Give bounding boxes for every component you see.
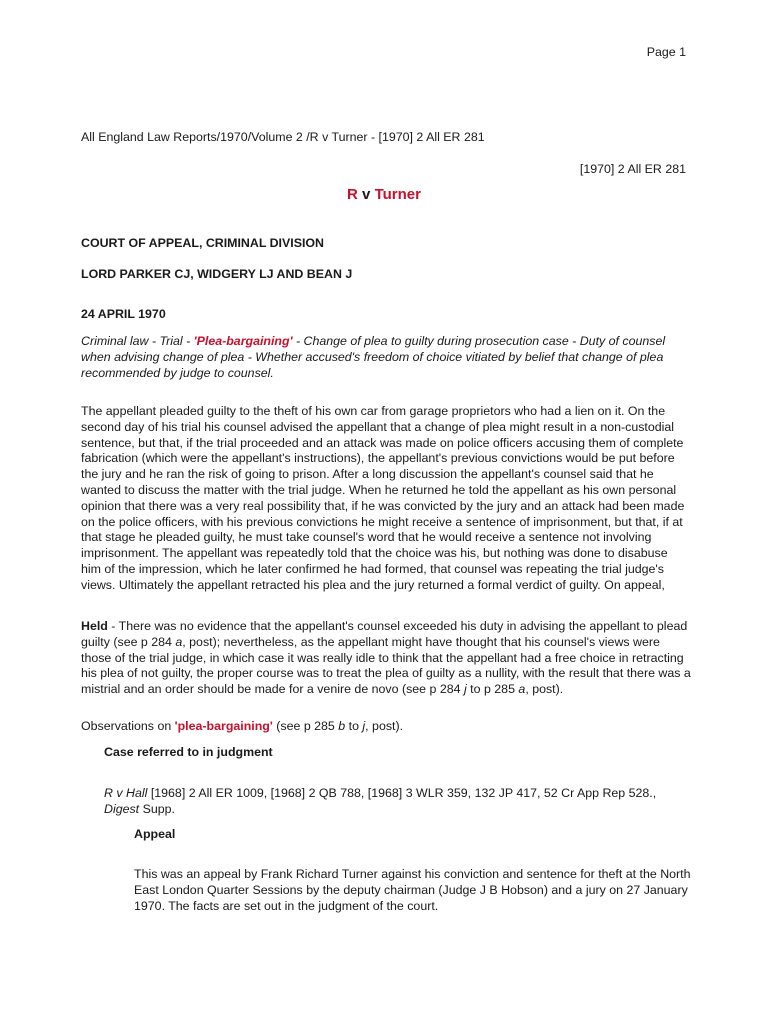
appeal-text: This was an appeal by Frank Richard Turner against his conviction and sentence for theft at the North East London Quarter Sessions by the deputy chairman (Judge J B Hobson) and a jury on 27 January 1970. The facts are set out in the judgment of the court.	[134, 867, 691, 913]
observations-text: Observations on	[81, 719, 175, 733]
party-one: R	[347, 186, 358, 203]
held-text: to p 285	[466, 682, 519, 697]
page-number: Page 1	[646, 45, 686, 59]
held-ref: j	[463, 682, 467, 697]
catchwords-highlight[interactable]: 'Plea-bargaining'	[193, 334, 293, 348]
observations-text: (see p 285	[272, 719, 339, 733]
held-text: , post).	[525, 682, 564, 697]
observations-text: to	[345, 719, 363, 733]
observations-ref: j	[362, 719, 366, 733]
judges: LORD PARKER CJ, WIDGERY LJ AND BEAN J	[81, 267, 353, 281]
case-referred-heading: Case referred to in judgment	[104, 745, 273, 759]
judgment-date: 24 APRIL 1970	[81, 307, 166, 321]
held-ref: a	[518, 682, 526, 697]
held-paragraph	[81, 619, 691, 698]
headnote-facts: The appellant pleaded guilty to the theft of his own car from garage proprietors who had a lien on it. On the second day of his trial his counsel advised the appellant that a change of plea might result in a non-custodial sentence, but that, if the trial proceeded and an attack was made on police officers accusing them of complete fabrication (which were the appellant's instructions), the appellant's previous convictions would be put before the jury and he ran the risk of going to prison. After a long discussion the appellant's counsel said that he wanted to discuss the matter with the trial judge. When he returned he told the appellant as his own personal opinion that there was a very real possibility that, if he was convicted by the jury and an attack had been made on the police officers, with his previous convictions he might receive a sentence of imprisonment, but that, if at that stage he pleaded guilty, he must take counsel's word that he would receive a sentence not involving imprisonment. The appellant was repeatedly told that the choice was his, but nothing was done to disabuse him of the impression, which he later confirmed he had formed, that counsel was repeating the trial judge's views. Ultimately the appellant retracted his plea and the jury returned a formal verdict of guilty. On appeal,	[81, 404, 685, 592]
observations-ref: b	[338, 719, 346, 733]
case-title	[0, 187, 768, 203]
observations-text: , post).	[365, 719, 404, 733]
catchwords	[81, 334, 687, 381]
case-citations: [1968] 2 All ER 1009, [1968] 2 QB 788, [1968] 3 WLR 359, 132 JP 417, 52 Cr App Rep 528.,	[147, 786, 657, 800]
report-reference: All England Law Reports/1970/Volume 2 /R v Turner - [1970] 2 All ER 281	[81, 130, 485, 144]
catchwords-post: - Change of plea to guilty during prosecution case - Duty of counsel when advising change of plea - Whether accused's freedom of choice vitiated by belief that change of plea recommended by judge to counsel.	[81, 334, 666, 380]
digest-label: Digest	[104, 801, 140, 816]
versus: v	[362, 186, 371, 203]
party-two: Turner	[374, 186, 421, 203]
appeal-heading: Appeal	[134, 827, 176, 841]
case-referred	[104, 786, 694, 818]
held-label: Held	[81, 619, 108, 633]
observations	[81, 719, 403, 735]
observations-highlight[interactable]: 'plea-bargaining'	[174, 719, 273, 733]
held-text: , post); nevertheless, as the appellant might have thought that his counsel's views were those of the trial judge, in which case it was really idle to think that the appellant had a free choice in retracting his plea of not guilty, the proper course was to treat the plea of guilty as a nullity, with the result that there was a mistrial and an order should be made for a venire de novo (see p 284	[81, 634, 691, 697]
court-name: COURT OF APPEAL, CRIMINAL DIVISION	[81, 236, 325, 250]
citation: [1970] 2 All ER 281	[579, 162, 686, 176]
held-text: - There was no evidence that the appellant's counsel exceeded his duty in advising the appellant to plead guilty (see p 284	[81, 619, 688, 649]
case-name: R v Hall	[104, 786, 148, 800]
held-ref: a	[175, 634, 183, 649]
catchwords-pre: Criminal law - Trial -	[81, 334, 194, 348]
digest-supp: Supp.	[139, 801, 175, 816]
